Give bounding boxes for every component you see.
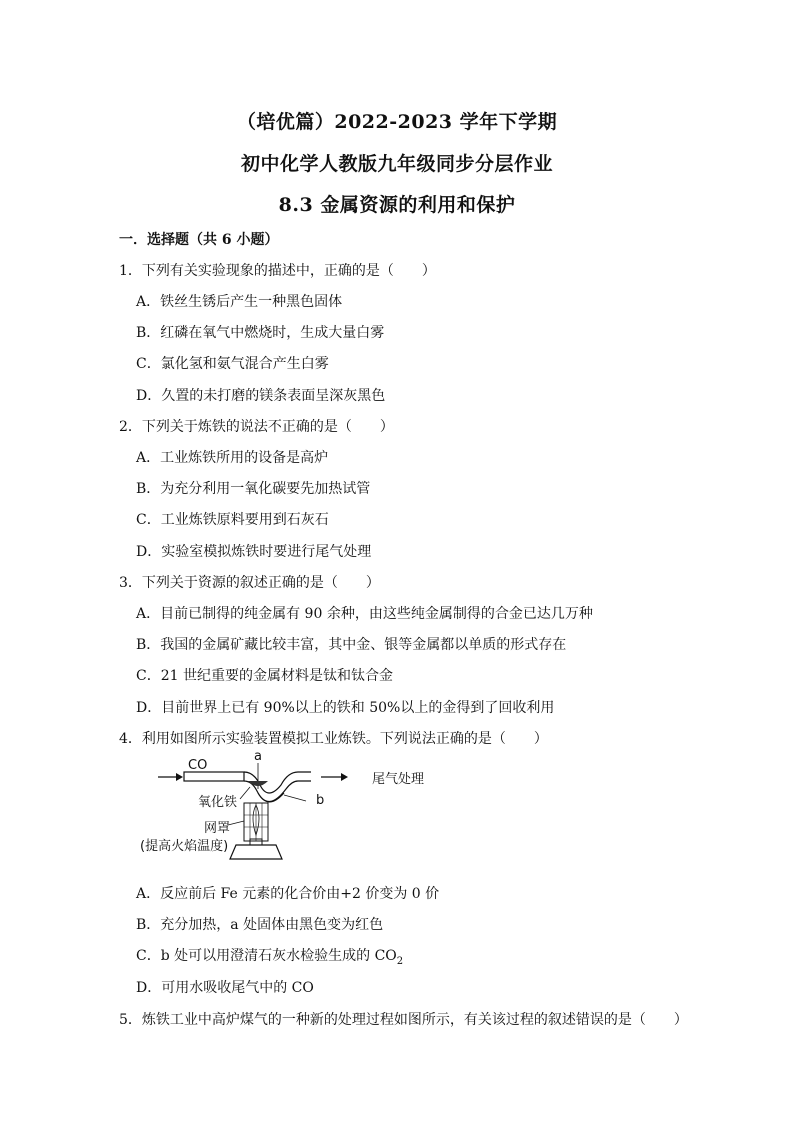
glass-tube	[184, 772, 244, 781]
iron-oxide-pointer	[240, 787, 250, 799]
co2-subscript: 2	[396, 955, 404, 967]
question-2-option-c: C．工业炼铁原料要用到石灰石	[136, 512, 329, 528]
label-iron-oxide: 氧化铁	[198, 795, 238, 810]
label-a: a	[254, 749, 262, 764]
header-line-2: 初中化学人教版九年级同步分层作业	[240, 153, 553, 175]
question-3-option-a: A．目前已制得的纯金属有 90 余种，由这些纯金属制得的合金已达几万种	[136, 606, 593, 622]
question-1-stem: 1．下列有关实验现象的描述中，正确的是（ ）	[119, 263, 436, 279]
question-1-option-a: A．铁丝生锈后产生一种黑色固体	[136, 294, 343, 310]
question-4-option-d: D．可用水吸收尾气中的 CO	[136, 980, 314, 996]
question-4-option-c-text: C．b 处可以用澄清石灰水检验生成的 CO	[136, 948, 397, 964]
question-3-option-d: D．目前世界上已有 90%以上的铁和 50%以上的金得到了回收利用	[136, 700, 555, 716]
question-1-option-b: B．红磷在氧气中燃烧时，生成大量白雾	[136, 325, 385, 341]
question-1-option-d: D．久置的未打磨的镁条表面呈深灰黑色	[136, 388, 386, 404]
question-4-option-a: A．反应前后 Fe 元素的化合价由+2 价变为 0 价	[136, 886, 440, 902]
question-2-stem: 2．下列关于炼铁的说法不正确的是（ ）	[119, 419, 394, 435]
header-line-1: （培优篇）2022-2023 学年下学期	[236, 111, 558, 133]
label-b: b	[316, 793, 325, 808]
label-net-cover: 网罩	[204, 821, 231, 836]
b-pointer	[284, 795, 306, 801]
question-2-option-b: B．为充分利用一氧化碳要先加热试管	[136, 481, 371, 497]
section-title: 一．选择题（共 6 小题）	[119, 232, 279, 248]
question-4-option-b: B．充分加热，a 处固体由黑色变为红色	[136, 917, 384, 933]
label-tail-gas: 尾气处理	[372, 772, 425, 787]
co-arrow-head	[176, 773, 183, 781]
iron-smelting-apparatus-figure	[136, 749, 426, 865]
question-3-option-b: B．我国的金属矿藏比较丰富，其中金、银等金属都以单质的形式存在	[136, 637, 567, 653]
question-4-option-c	[136, 945, 403, 967]
question-5-stem: 5．炼铁工业中高炉煤气的一种新的处理过程如图所示，有关该过程的叙述错误的是（ ）	[119, 1012, 688, 1028]
tail-gas-arrow-head	[341, 773, 348, 781]
label-co: CO	[188, 758, 208, 773]
header-line-3: 8.3 金属资源的利用和保护	[278, 194, 516, 216]
alcohol-lamp	[230, 845, 282, 859]
question-3-stem: 3．下列关于资源的叙述正确的是（ ）	[119, 575, 380, 591]
label-raise-temp: (提高火焰温度)	[140, 839, 229, 854]
question-2-option-a: A．工业炼铁所用的设备是高炉	[136, 450, 329, 466]
iron-oxide-solid	[248, 781, 268, 786]
question-3-option-c: C．21 世纪重要的金属材料是钛和钛合金	[136, 668, 393, 684]
question-1-option-c: C．氯化氢和氨气混合产生白雾	[136, 356, 329, 372]
net-pointer	[228, 821, 244, 825]
question-2-option-d: D．实验室模拟炼铁时要进行尾气处理	[136, 544, 372, 560]
question-4-stem: 4．利用如图所示实验装置模拟工业炼铁。下列说法正确的是（ ）	[119, 731, 548, 747]
